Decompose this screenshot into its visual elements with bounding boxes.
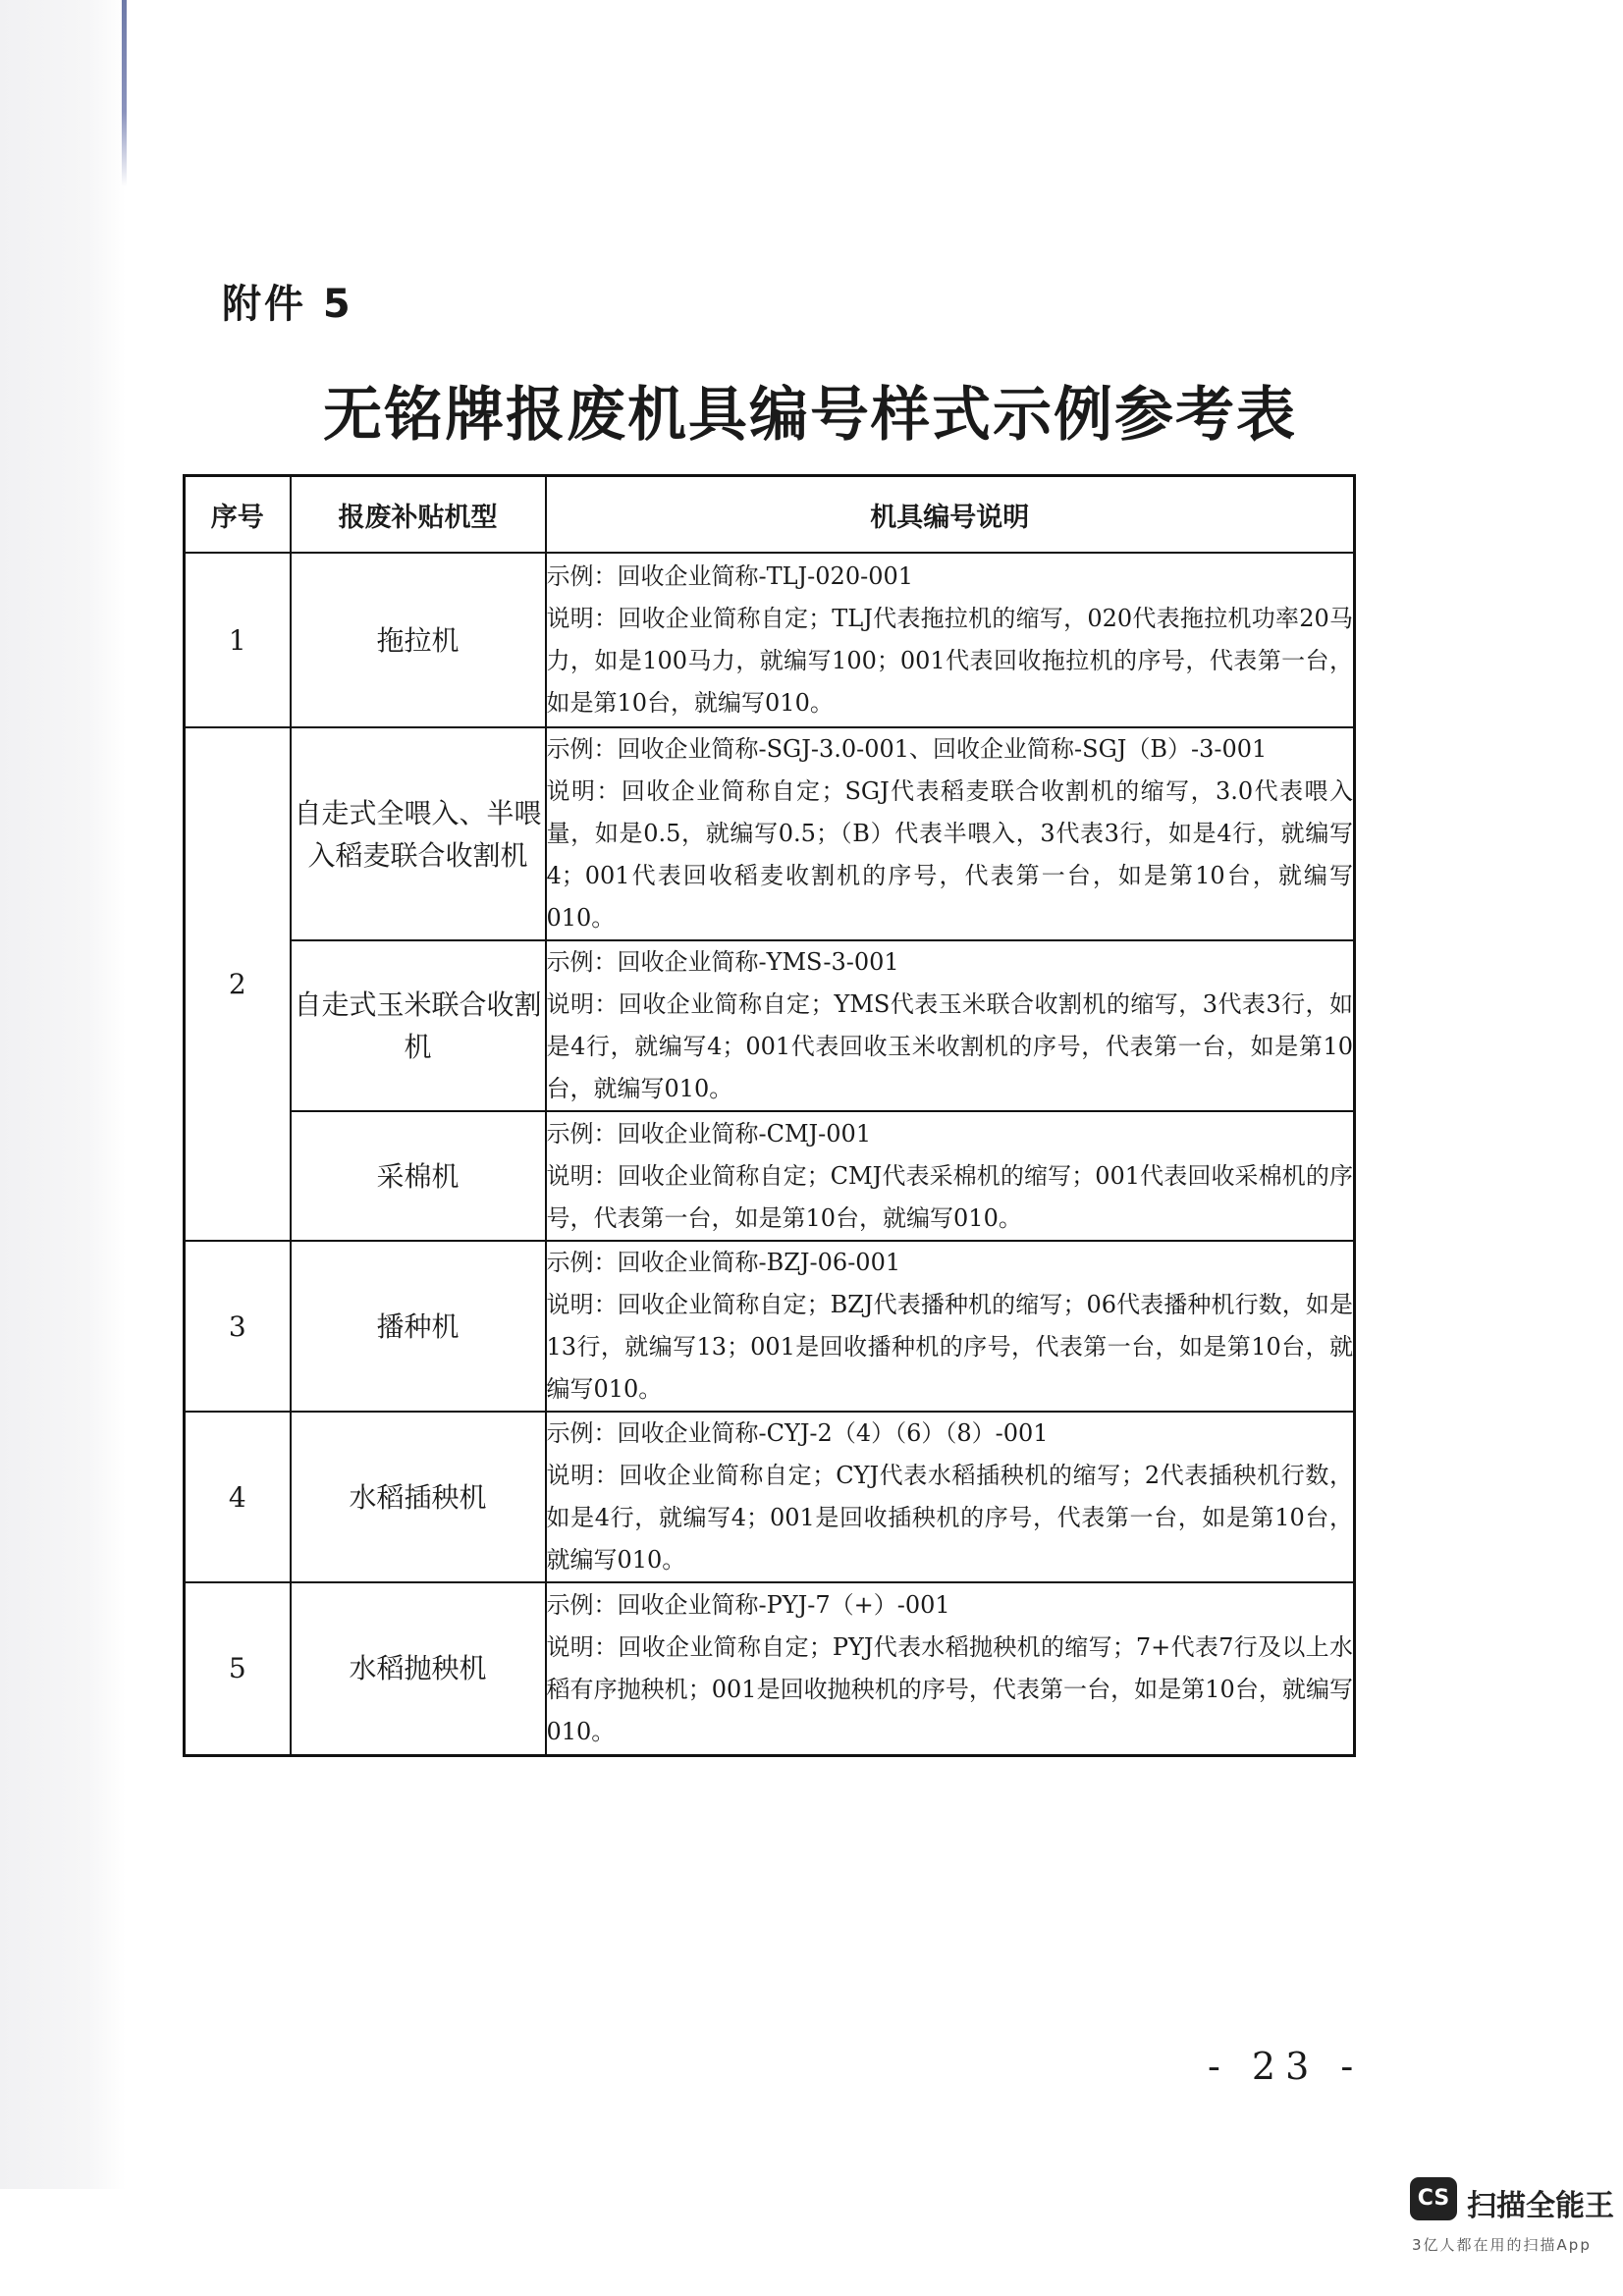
numbering-example: 示例：回收企业简称-CYJ-2（4）（6）（8）-001 [546,1419,1049,1447]
numbering-description [546,1412,1355,1582]
numbering-description [546,1111,1355,1241]
row-number: 4 [185,1412,291,1582]
row-number: 1 [185,553,291,727]
numbering-note: 说明：回收企业简称自定；CYJ代表水稻插秧机的缩写；2代表插秧机行数，如是4行，就编写4；001是回收插秧机的序号，代表第一台，如是第10台，就编写010。 [546,1462,1353,1574]
page-number: - 23 - [1208,2045,1364,2088]
numbering-example: 示例：回收企业简称-TLJ-020-001 [546,562,914,590]
column-header-num: 序号 [185,476,291,554]
numbering-example: 示例：回收企业简称-PYJ-7（+）-001 [546,1590,950,1619]
camscanner-logo-icon: CS [1410,2177,1457,2220]
machine-type: 自走式全喂入、半喂入稻麦联合收割机 [291,727,546,940]
row-number: 2 [185,727,291,1241]
numbering-description [546,553,1355,727]
row-number: 5 [185,1582,291,1755]
watermark-tagline: 3亿人都在用的扫描App [1412,2236,1592,2254]
numbering-note: 说明：回收企业简称自定；BZJ代表播种机的缩写；06代表播种机行数，如是13行，就编写13；001是回收播种机的序号，代表第一台，如是第10台，就编写010。 [546,1291,1353,1403]
machine-type: 拖拉机 [291,553,546,727]
column-header-type: 报废补贴机型 [291,476,546,554]
numbering-example: 示例：回收企业简称-BZJ-06-001 [546,1249,901,1276]
numbering-note: 说明：回收企业简称自定；SGJ代表稻麦联合收割机的缩写，3.0代表喂入量，如是0.5，就编写0.5；（B）代表半喂入，3代表3行，如是4行，就编写4；001代表回收稻麦收割机的序号，代表第一台，如是第10台，就编写010。 [546,777,1353,932]
machine-type: 播种机 [291,1241,546,1412]
watermark-app-name: 扫描全能王 [1467,2189,1614,2223]
numbering-note: 说明：回收企业简称自定；PYJ代表水稻抛秧机的缩写；7+代表7行及以上水稻有序抛秧机；001是回收抛秧机的序号，代表第一台，如是第10台，就编写010。 [546,1632,1353,1745]
machine-type: 采棉机 [291,1111,546,1241]
numbering-note: 说明：回收企业简称自定；TLJ代表拖拉机的缩写，020代表拖拉机功率20马力，如是100马力，就编写100；001代表回收拖拉机的序号，代表第一台，如是第10台，就编写010。 [546,605,1353,717]
table-header-row [185,476,1355,554]
table-row [185,940,1355,1111]
machine-type: 水稻抛秧机 [291,1582,546,1755]
table-row [185,553,1355,727]
attachment-label: 附件 5 [222,282,353,327]
numbering-description [546,1582,1355,1755]
column-header-desc: 机具编号说明 [546,476,1355,554]
numbering-note: 说明：回收企业简称自定；YMS代表玉米联合收割机的缩写，3代表3行，如是4行，就编写4；001代表回收玉米收割机的序号，代表第一台，如是第10台，就编写010。 [546,990,1353,1102]
scanner-watermark [1410,2177,1614,2285]
numbering-example: 示例：回收企业简称-YMS-3-001 [546,948,899,976]
numbering-description [546,727,1355,940]
numbering-description [546,1241,1355,1412]
table-row [185,1582,1355,1755]
table-row [185,1412,1355,1582]
numbering-example: 示例：回收企业简称-SGJ-3.0-001、回收企业简称-SGJ（B）-3-001 [546,735,1268,763]
document-title: 无铭牌报废机具编号样式示例参考表 [323,381,1297,450]
machine-type: 自走式玉米联合收割机 [291,940,546,1111]
table-row [185,1111,1355,1241]
table-row [185,1241,1355,1412]
numbering-example: 示例：回收企业简称-CMJ-001 [546,1119,872,1148]
numbering-note: 说明：回收企业简称自定；CMJ代表采棉机的缩写；001代表回收采棉机的序号，代表第一台，如是第10台，就编写010。 [546,1161,1353,1232]
scan-page-shadow [0,0,126,2189]
numbering-description [546,940,1355,1111]
table-row [185,727,1355,940]
machine-type: 水稻插秧机 [291,1412,546,1582]
scan-binding-edge [122,0,127,187]
row-number: 3 [185,1241,291,1412]
reference-table [183,474,1356,1757]
